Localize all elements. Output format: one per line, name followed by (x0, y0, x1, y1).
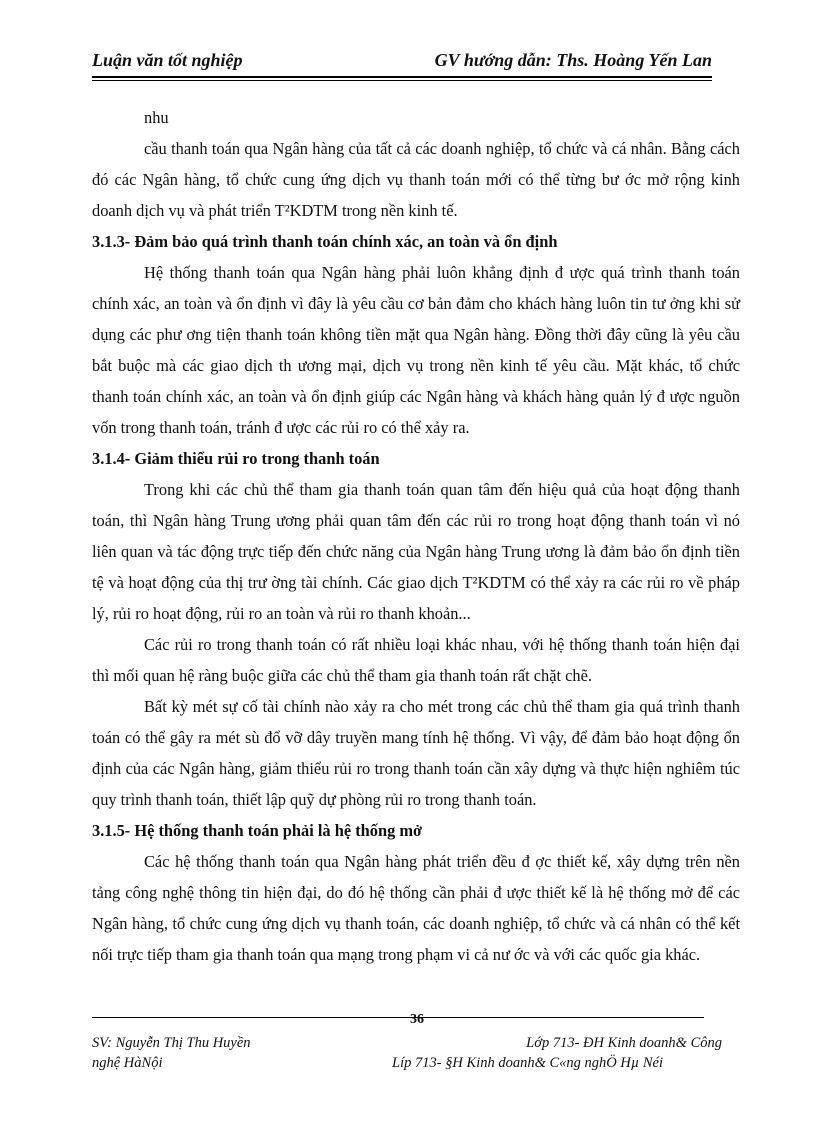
paragraph: Hệ thống thanh toán qua Ngân hàng phải luôn khẳng định đ ược quá trình thanh toán chính xác, an toàn và ổn định vì đây là yêu cầu cơ bản đảm cho khách hàng luôn tin tư ởng khi sử dụng các phư ơng tiện thanh toán không tiền mặt qua Ngân hàng. Đồng thời đây cũng là yêu cầu bắt buộc mà các giao dịch th ương mại, dịch vụ trong nền kinh tế yêu cầu. Mặt khác, tổ chức thanh toán chính xác, an toàn và ổn định giúp các Ngân hàng và khách hàng quản lý đ ược nguồn vốn trong thanh toán, tránh đ ược các rủi ro có thể xảy ra. (92, 263, 740, 437)
page-body (92, 102, 740, 970)
footer-student: SV: Nguyễn Thị Thu Huyền (92, 1035, 251, 1051)
paragraph: Các hệ thống thanh toán qua Ngân hàng phát triển đều đ ợc thiết kế, xây dựng trên nền tảng công nghệ thông tin hiện đại, do đó hệ thống cần phải đ ược thiết kế là hệ thống mở để các Ngân hàng, tổ chức cung ứng dịch vụ thanh toán, các doanh nghiệp, tổ chức và cá nhân có thể kết nối trực tiếp tham gia thanh toán qua mạng trong phạm vi cả nư ớc và với các quốc gia khác. (92, 852, 740, 964)
header-advisor: GV hướng dẫn: Ths. Hoàng Yến Lan (434, 50, 712, 70)
paragraph: cầu thanh toán qua Ngân hàng của tất cả các doanh nghiệp, tổ chức và cá nhân. Bằng cách đó các Ngân hàng, tổ chức cung ứng dịch vụ thanh toán mới có thể từng bư ớc mở rộng kinh doanh dịch vụ và phát triển T²KDTM trong nền kinh tế. (92, 139, 740, 220)
page-header (92, 50, 712, 71)
section-heading-3-1-3: 3.1.3- Đảm bảo quá trình thanh toán chính xác, an toàn và ổn định (92, 232, 558, 251)
footer-city: nghệ HàNội (92, 1055, 163, 1071)
page-number: 36 (410, 1012, 424, 1027)
footer-class: Lớp 713- ĐH Kinh doanh& Công (526, 1035, 722, 1051)
header-title: Luận văn tốt nghiệp (92, 50, 243, 70)
paragraph-fragment: nhu (144, 108, 169, 127)
paragraph: Bất kỳ mét sự cố tài chính nào xảy ra cho mét trong các chủ thể tham gia quá trình thanh toán có thể gây ra mét sù đổ vỡ dây truyền mang tính hệ thống. Vì vậy, để đảm bảo hoạt động ổn định của các Ngân hàng, giảm thiểu rủi ro trong thanh toán cần xây dựng và thực hiện nghiêm túc quy trình thanh toán, thiết lập quỹ dự phòng rủi ro trong thanh toán. (92, 697, 740, 809)
section-heading-3-1-5: 3.1.5- Hệ thống thanh toán phải là hệ thống mở (92, 821, 423, 840)
paragraph: Các rủi ro trong thanh toán có rất nhiều loại khác nhau, với hệ thống thanh toán hiện đại thì mối quan hệ ràng buộc giữa các chủ thể tham gia thanh toán rất chặt chẽ. (92, 635, 740, 685)
paragraph: Trong khi các chủ thể tham gia thanh toán quan tâm đến hiệu quả của hoạt động thanh toán, thì Ngân hàng Trung ương phải quan tâm đến các rủi ro trong hoạt động thanh toán vì nó liên quan và tác động trực tiếp đến chức năng của Ngân hàng Trung ương là đảm bảo ổn định tiền tệ và hoạt động của thị trư ờng tài chính. Các giao dịch T²KDTM có thể xảy ra các rủi ro về pháp lý, rủi ro hoạt động, rủi ro an toàn và rủi ro thanh khoản... (92, 480, 740, 623)
section-heading-3-1-4: 3.1.4- Giảm thiểu rủi ro trong thanh toán (92, 449, 380, 468)
footer-rule (92, 1017, 704, 1018)
page-footer (92, 1033, 722, 1073)
header-rule (92, 76, 712, 78)
header-rule-thin (92, 80, 712, 81)
footer-class-garbled: Líp 713- §H Kinh doanh& C«ng nghÖ Hµ Néi (392, 1055, 663, 1071)
